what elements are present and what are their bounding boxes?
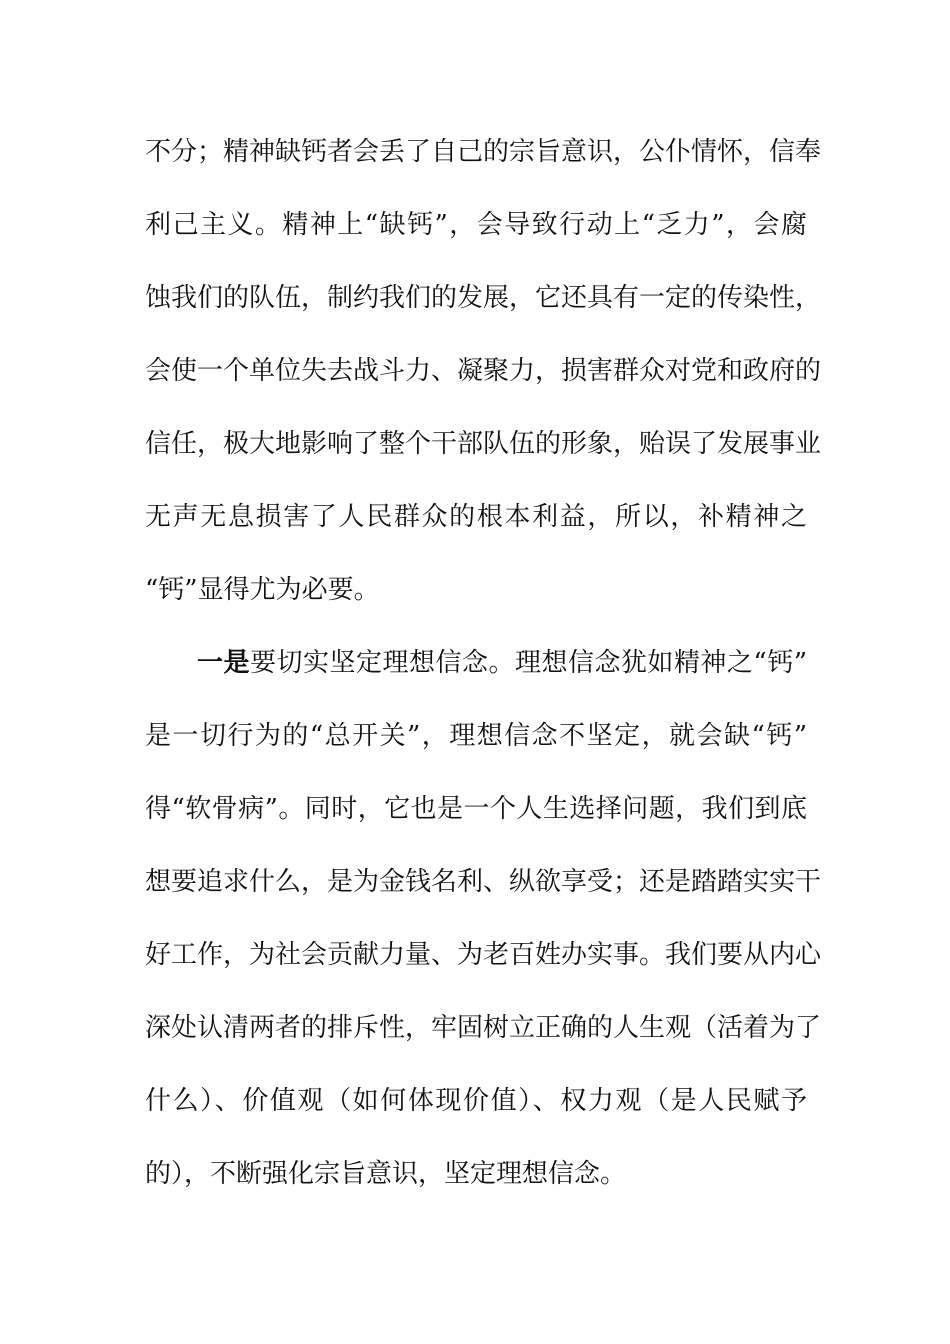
paragraph-line: 无声无息损害了人民群众的根本利益，所以，补精神之 (145, 502, 807, 532)
paragraph-line: “钙”显得尤为必要。 (145, 575, 380, 605)
paragraph-line: 会使一个单位失去战斗力、凝聚力，损害群众对党和政府的 (145, 356, 822, 386)
first-line-text: 要切实坚定理想信念。理想信念犹如精神之“钙” (250, 648, 807, 678)
paragraph-line: 什么）、价值观（如何体现价值）、权力观（是人民赋予 (145, 1086, 807, 1116)
paragraph-line: 不分；精神缺钙者会丢了自己的宗旨意识，公仆情怀，信奉 (145, 137, 822, 167)
paragraph-line: 利己主义。精神上“缺钙”，会导致行动上“乏力”，会腐 (145, 210, 807, 240)
paragraph-line: 好工作，为社会贡献力量、为老百姓办实事。我们要从内心 (145, 940, 822, 970)
paragraph-line: 深处认清两者的排斥性，牢固树立正确的人生观（活着为了 (145, 1013, 822, 1043)
lead-bold-text: 一是 (197, 648, 250, 678)
paragraph-line: 是一切行为的“总开关”，理想信念不坚定，就会缺“钙” (145, 721, 807, 751)
paragraph-line: 信任，极大地影响了整个干部队伍的形象，贻误了发展事业 (145, 429, 822, 459)
paragraph-line: 得“软骨病”。同时，它也是一个人生选择问题，我们到底 (145, 794, 807, 824)
paragraph-line: 蚀我们的队伍，制约我们的发展，它还具有一定的传染性， (145, 283, 822, 313)
paragraph-line: 的），不断强化宗旨意识，坚定理想信念。 (145, 1159, 627, 1189)
paragraph-line: 想要追求什么，是为金钱名利、纵欲享受；还是踏踏实实干 (145, 867, 822, 897)
paragraph-first-line (197, 643, 807, 683)
